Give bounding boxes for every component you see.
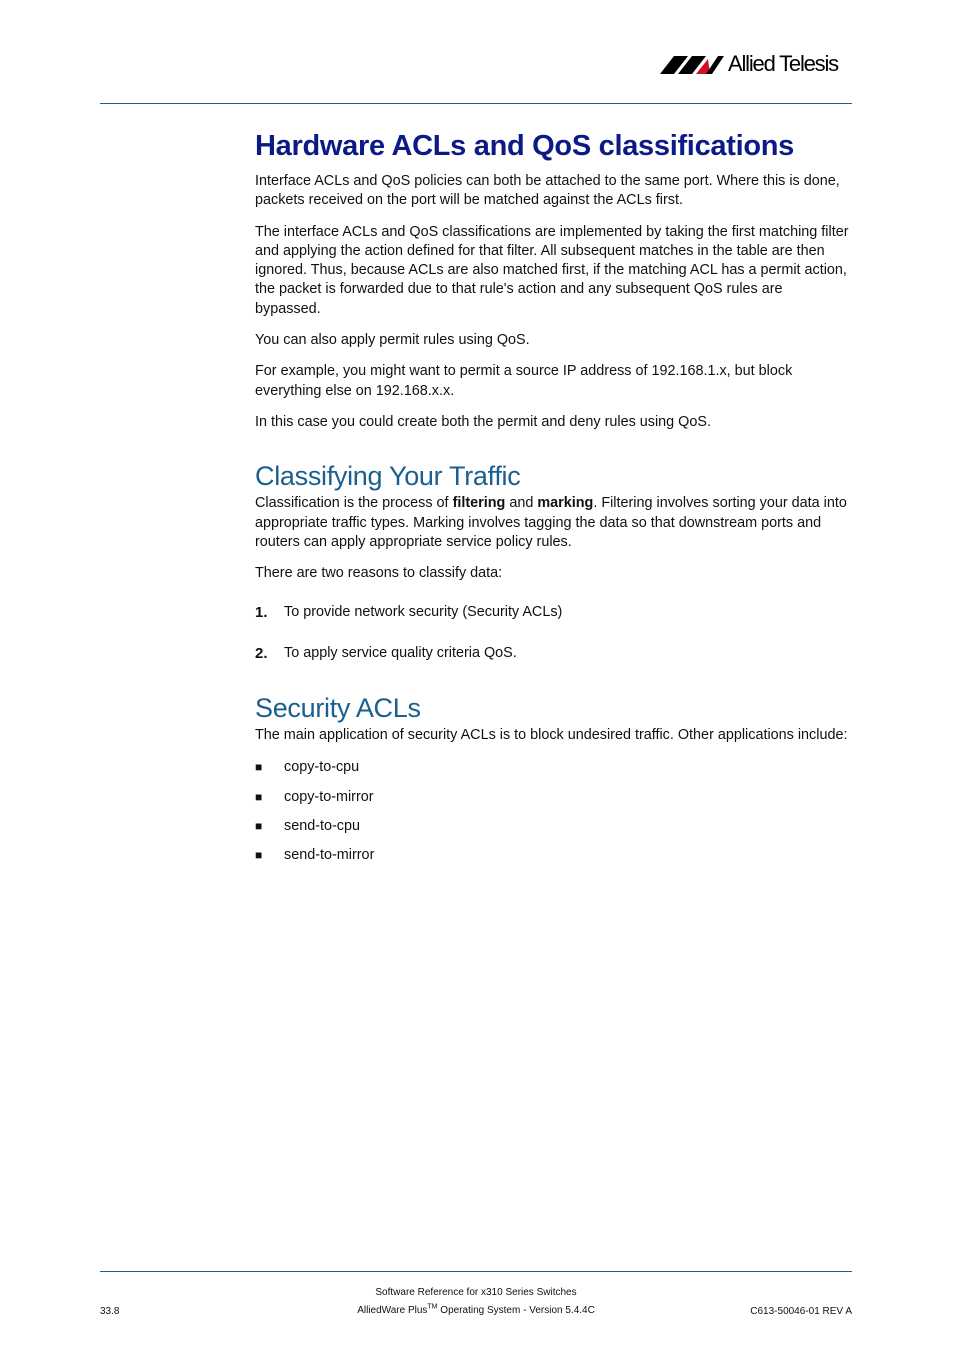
bullet-text: send-to-mirror: [284, 847, 375, 864]
page-number: 33.8: [100, 1306, 120, 1317]
bullet-item: [255, 788, 852, 807]
footer-doc-title: Software Reference for x310 Series Switches: [375, 1287, 577, 1298]
classifying-paragraph-2: There are two reasons to classify data:: [255, 565, 503, 582]
bullet-text: send-to-cpu: [284, 817, 360, 834]
bullet-square-icon: ■: [255, 818, 263, 833]
item-number: 1.: [255, 604, 268, 622]
main-content: [255, 126, 852, 866]
term-filtering: filtering: [452, 495, 506, 512]
footer-rule: [100, 1271, 852, 1272]
intro-paragraph-3: You can also apply permit rules using QoS.: [255, 332, 530, 349]
classifying-heading: Classifying Your Traffic: [255, 461, 521, 492]
intro-paragraph-2: The interface ACLs and QoS classifications are implemented by taking the first matching filter and applying the action defined for that filter. All subsequent matches in the table are then ignored. Thus, because ACLs are also matched first, if the matching ACL has a permit action, the packet is forwarded due to that rule's action and any subsequent QoS rules are bypassed.: [255, 223, 849, 317]
allied-telesis-logo: [660, 52, 838, 76]
bullet-item: [255, 817, 852, 836]
classifying-paragraph-1: Classification is the process of filtering and marking. Filtering involves sorting your data into appropriate traffic types. Marking involves tagging the data so that downstream ports and routers can apply appropriate service policy rules.: [255, 495, 847, 550]
bullet-item: [255, 758, 852, 777]
doc-code: C613-50046-01 REV A: [750, 1306, 852, 1317]
bullet-item: [255, 846, 852, 865]
footer-version-line: AlliedWare Plus™ Operating System - Version 5.4.4C: [357, 1303, 595, 1316]
bullet-square-icon: ■: [255, 848, 263, 863]
numbered-item-1: [255, 603, 852, 622]
bullet-text: copy-to-mirror: [284, 788, 374, 805]
intro-paragraph-5: In this case you could create both the permit and deny rules using QoS.: [255, 413, 711, 430]
security-heading: Security ACLs: [255, 693, 421, 724]
security-paragraph-1: The main application of security ACLs is to block undesired traffic. Other applications include:: [255, 727, 848, 744]
item-text: To apply service quality criteria QoS.: [284, 644, 517, 661]
logo-mark-icon: [660, 54, 724, 74]
bullet-square-icon: ■: [255, 760, 263, 775]
term-marking: marking: [537, 495, 594, 512]
intro-paragraph-1: Interface ACLs and QoS policies can both be attached to the same port. Where this is done, packets received on the port will be matched against the ACLs first.: [255, 173, 840, 209]
logo-text: Allied Telesis: [728, 51, 838, 76]
intro-paragraph-4: For example, you might want to permit a source IP address of 192.168.1.x, but block everything else on 192.168.x.x.: [255, 363, 793, 399]
bullet-text: copy-to-cpu: [284, 759, 360, 776]
bullet-square-icon: ■: [255, 789, 263, 804]
item-text: To provide network security (Security ACLs): [284, 604, 563, 621]
header-rule: [100, 103, 852, 104]
item-number: 2.: [255, 644, 268, 662]
page-title: Hardware ACLs and QoS classifications: [255, 130, 794, 162]
numbered-item-2: [255, 644, 852, 663]
